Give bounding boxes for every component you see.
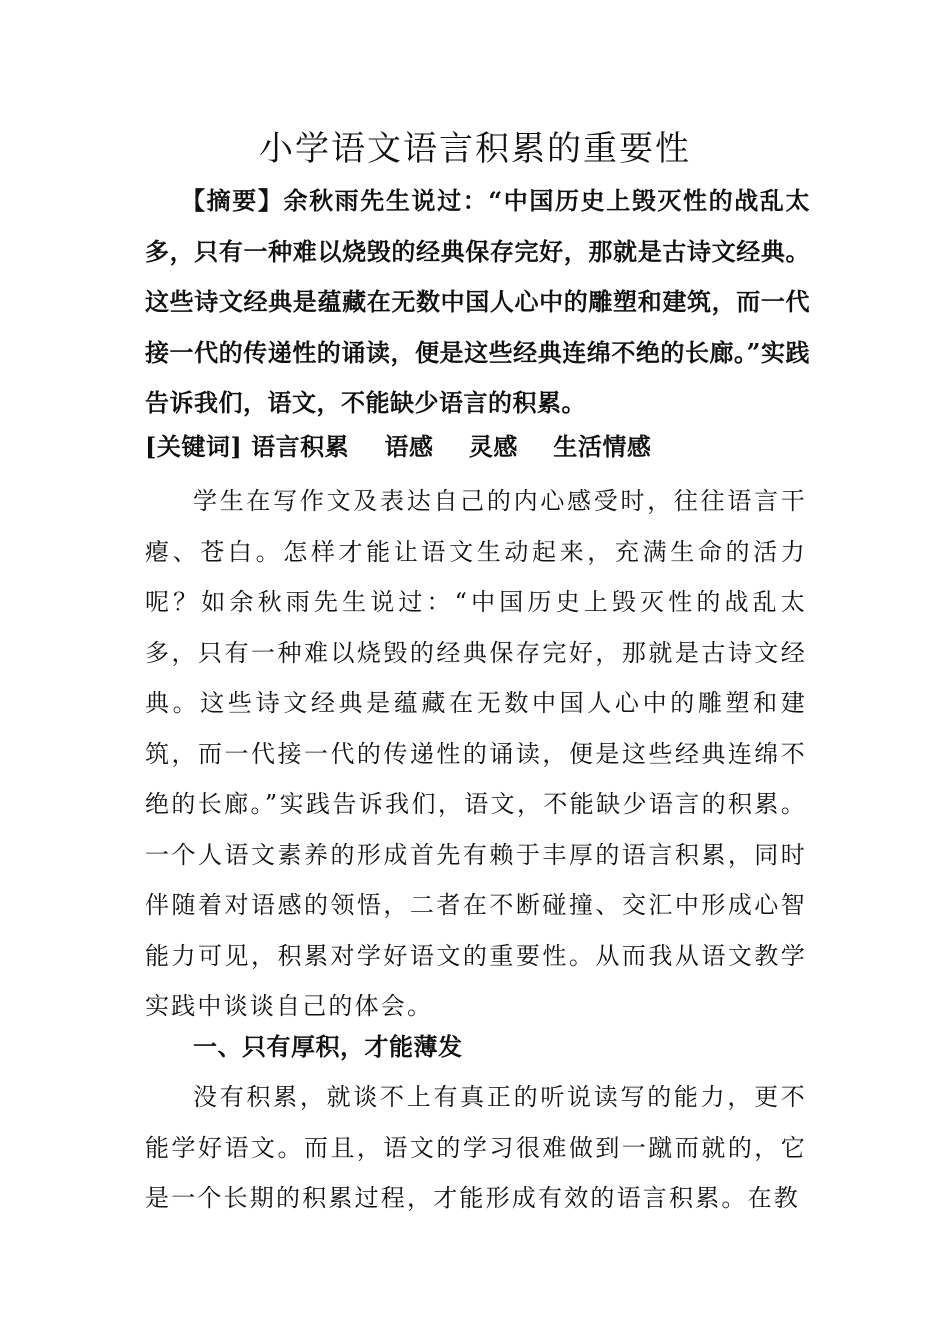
body-paragraph: 学生在写作文及表达自己的内心感受时，往往语言干瘪、苍白。怎样才能让语文生动起来，充满生命的活力呢？如余秋雨先生说过：“中国历史上毁灭性的战乱太多，只有一种难以烧毁的经典保存完好，那就是古诗文经典。这些诗文经典是蕴藏在无数中国人心中的雕塑和建筑，而一代接一代的传递性的诵读，便是这些经典连绵不绝的长廊。”实践告诉我们，语文，不能缺少语言的积累。一个人语文素养的形成首先有赖于丰厚的语言积累，同时伴随着对语感的领悟，二者在不断碰撞、交汇中形成心智能力可见，积累对学好语文的重要性。从而我从语文教学实践中谈谈自己的体会。 (145, 487, 807, 1020)
keywords-items: 语言积累 语感 灵感 生活情感 (251, 432, 652, 461)
abstract-text: 余秋雨先生说过：“中国历史上毁灭性的战乱太多，只有一种难以烧毁的经典保存完好，那就是古诗文经典。这些诗文经典是蕴藏在无数中国人心中的雕塑和建筑，而一代接一代的传递性的诵读，便是这些经典连绵不绝的长廊。”实践告诉我们，语文，不能缺少语言的积累。 (145, 186, 810, 417)
keywords-label: [关键词] (145, 432, 243, 461)
document-title: 小学语文语言积累的重要性 (259, 129, 691, 169)
body-paragraph: 没有积累，就谈不上有真正的听说读写的能力，更不能学好语文。而且，语文的学习很难做到一蹴而就的，它是一个长期的积累过程，才能形成有效的语言积累。在教 (145, 1083, 807, 1212)
section-heading: 一、只有厚积，才能薄发 (193, 1032, 463, 1061)
keywords-line (145, 427, 825, 467)
abstract-label: 【摘要】 (181, 186, 284, 215)
abstract-paragraph (145, 176, 810, 429)
